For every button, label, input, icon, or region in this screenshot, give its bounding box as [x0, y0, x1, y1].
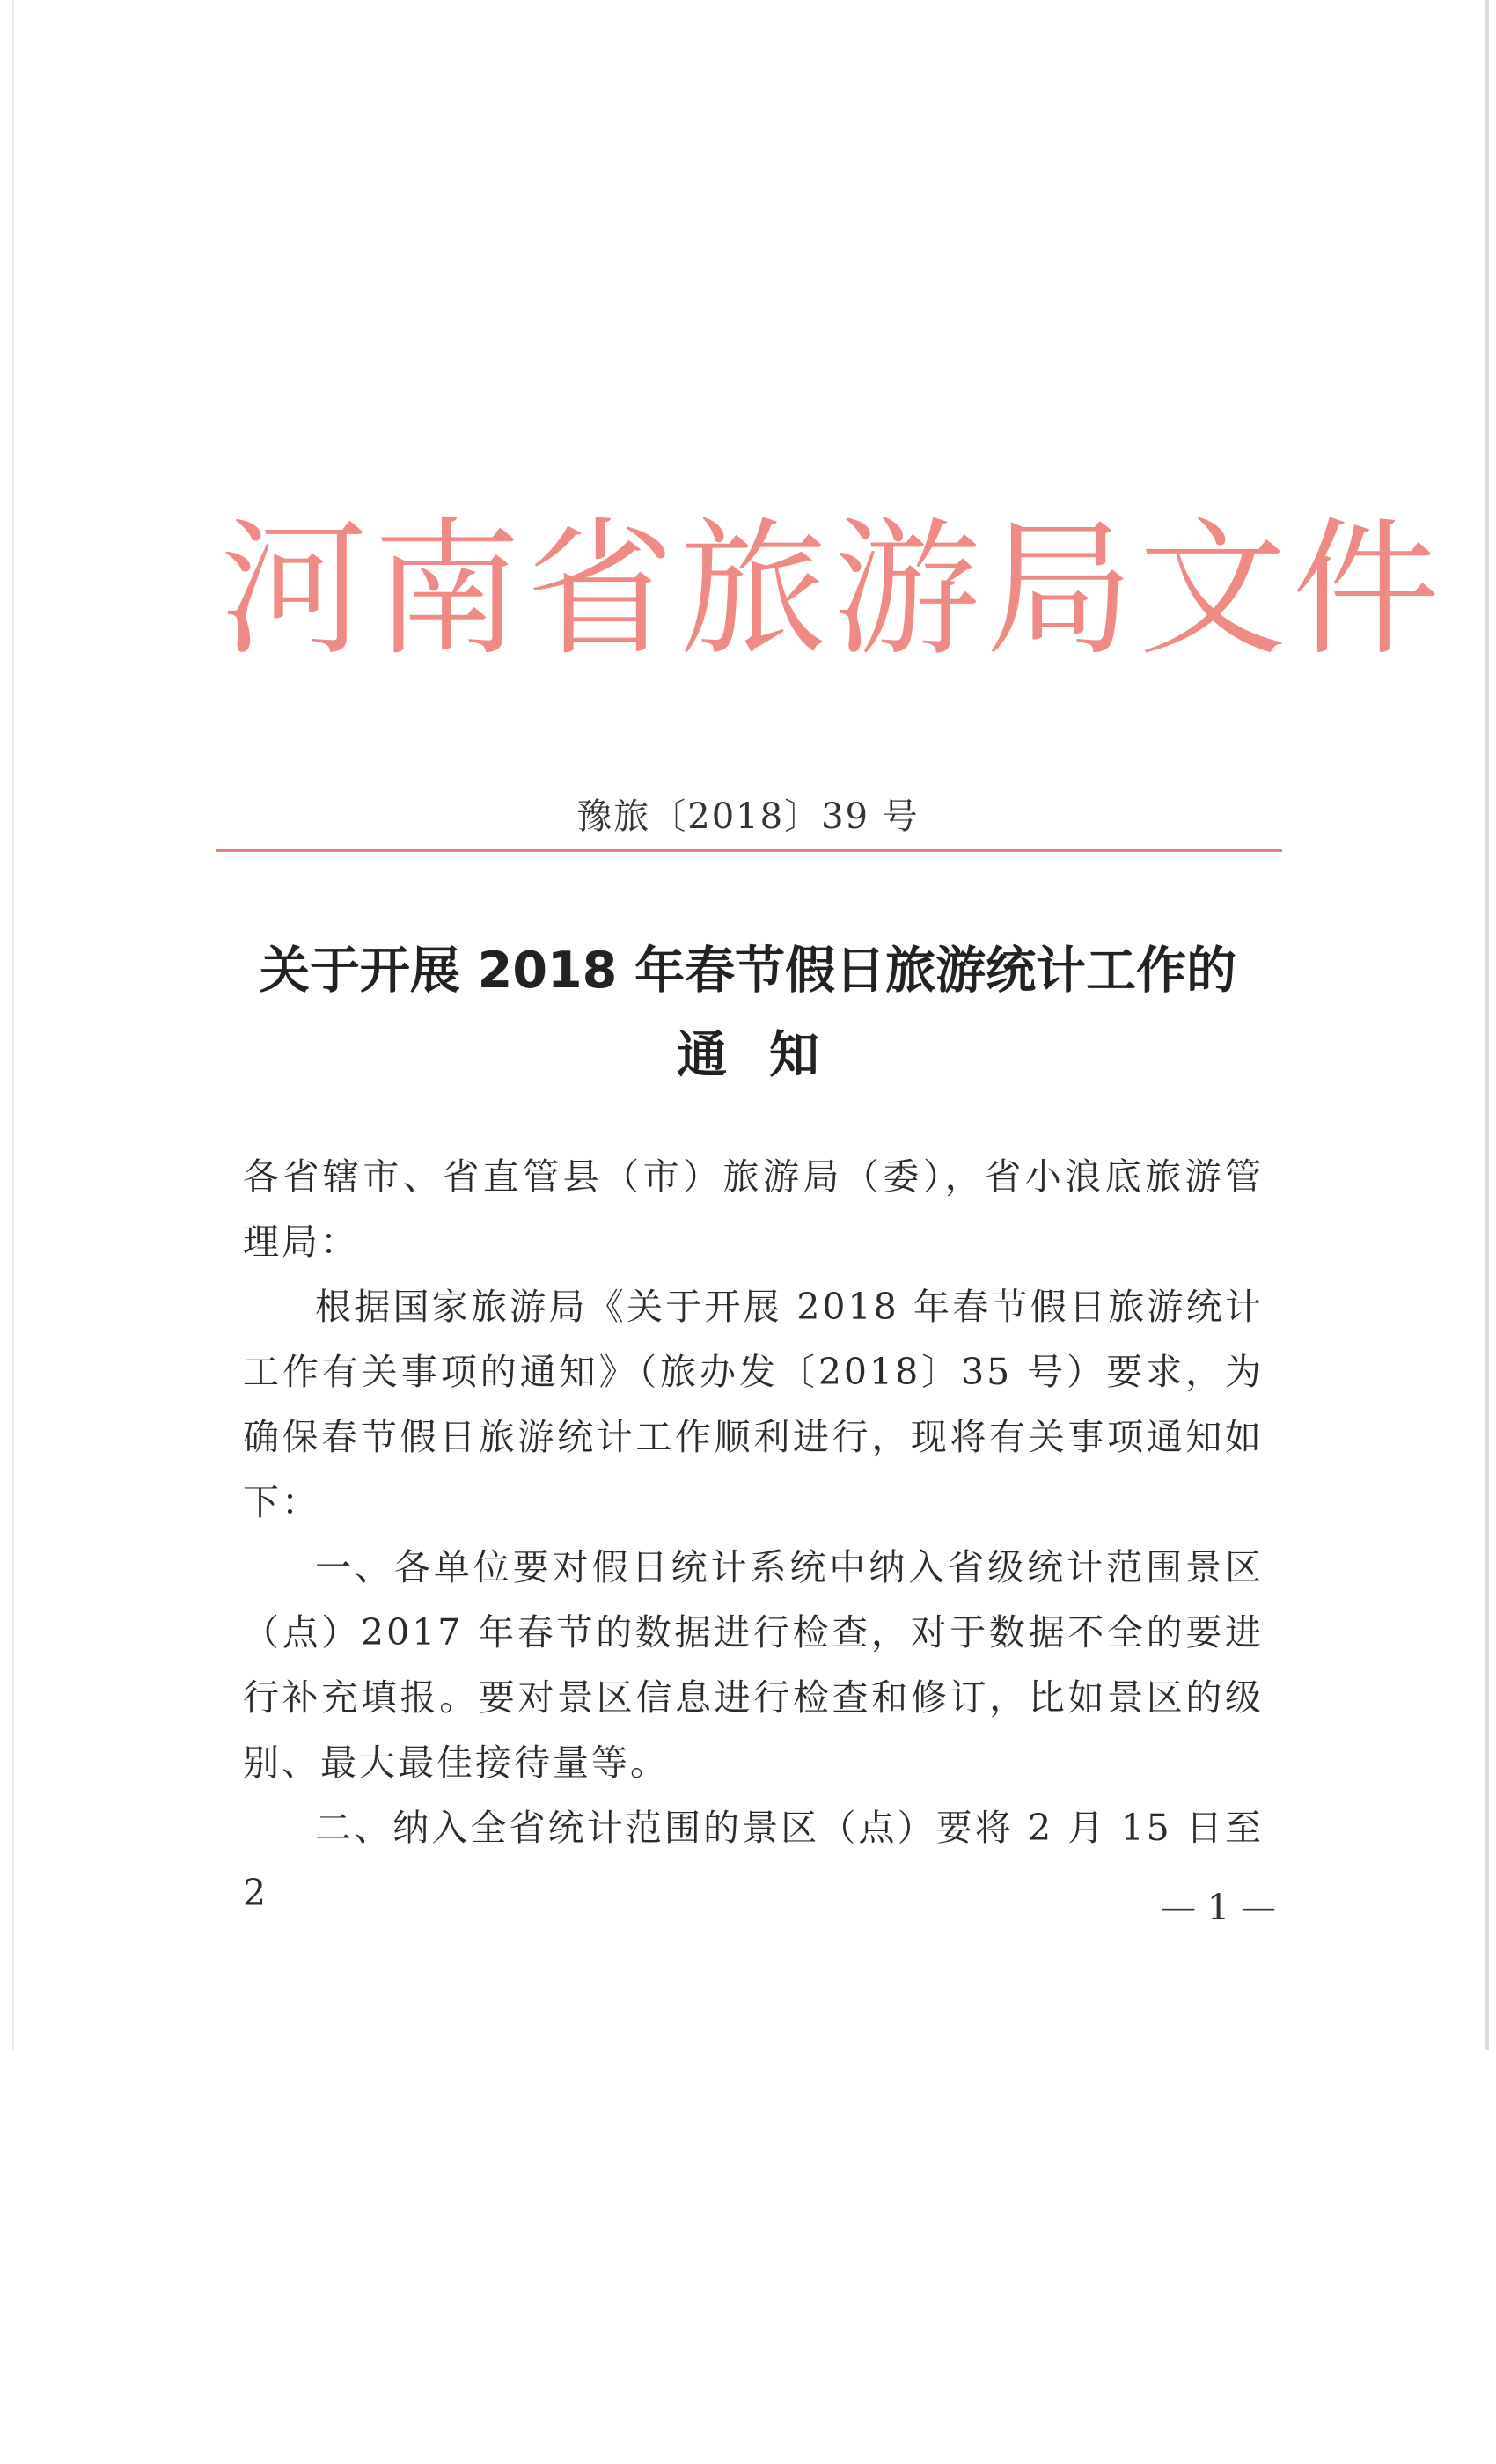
red-divider-line	[216, 849, 1282, 852]
paragraph-item-2: 二、纳入全省统计范围的景区（点）要将 2 月 15 日至 2	[243, 1807, 1264, 1914]
page-number: — 1 —	[1161, 1888, 1276, 1928]
document-number: 豫旅〔2018〕39 号	[576, 796, 920, 837]
notice-title-line-2: 通知	[677, 1026, 862, 1084]
salutation: 各省辖市、省直管县（市）旅游局（委），省小浪底旅游管理局：	[243, 1155, 1264, 1263]
masthead-title: 河南省旅游局文件	[220, 503, 1445, 676]
notice-body	[243, 1144, 1264, 1925]
notice-title	[194, 928, 1302, 1097]
scan-edge-left	[12, 0, 14, 2050]
notice-title-line-1: 关于开展 2018 年春节假日旅游统计工作的	[259, 942, 1237, 1000]
paragraph-intro: 根据国家旅游局《关于开展 2018 年春节假日旅游统计工作有关事项的通知》（旅办发〔2018〕35 号）要求，为确保春节假日旅游统计工作顺利进行，现将有关事项通知如下：	[243, 1286, 1264, 1523]
paragraph-item-1: 一、各单位要对假日统计系统中纳入省级统计范围景区（点）2017 年春节的数据进行检查，对于数据不全的要进行补充填报。要对景区信息进行检查和修订，比如景区的级别、最大最佳接待量等。	[243, 1546, 1264, 1784]
scan-edge-right	[1485, 0, 1489, 2050]
